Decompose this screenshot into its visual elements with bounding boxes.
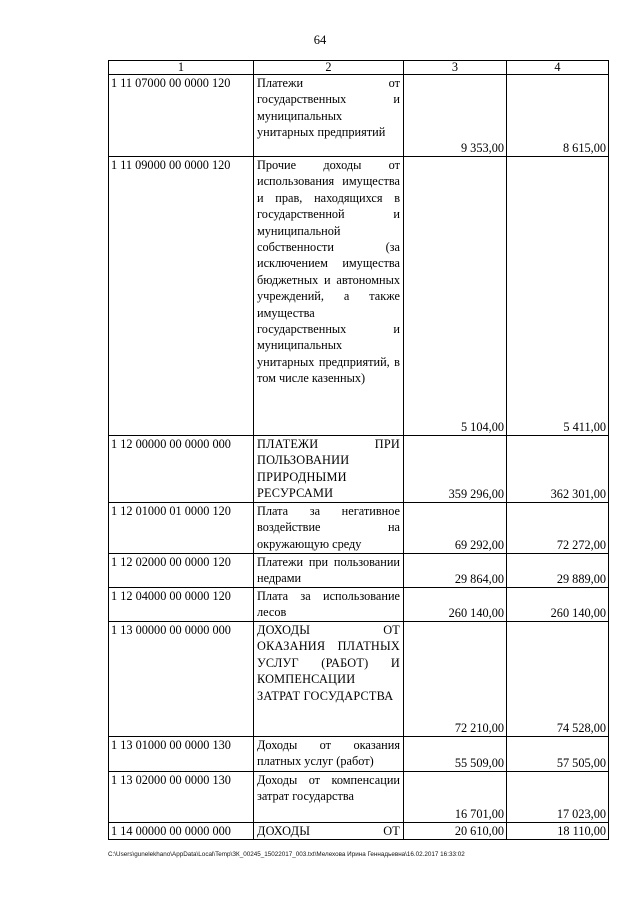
classification-code: 1 12 02000 00 0000 120 (109, 554, 254, 588)
revenue-name: Плата за негативное воздействие на окружающую среду (254, 503, 404, 554)
value-col3: 260 140,00 (404, 588, 507, 622)
table-row (109, 737, 609, 772)
classification-code: 1 12 04000 00 0000 120 (109, 588, 254, 622)
table-row (109, 75, 609, 157)
table-row (109, 157, 609, 436)
value-col4: 72 272,00 (507, 503, 609, 554)
revenue-name: Доходы от компенсации затрат государства (254, 772, 404, 823)
classification-code: 1 13 00000 00 0000 000 (109, 622, 254, 737)
revenue-name: Платежи при пользовании недрами (254, 554, 404, 588)
column-header-4: 4 (507, 61, 609, 75)
classification-code: 1 11 09000 00 0000 120 (109, 157, 254, 436)
table-row (109, 554, 609, 588)
classification-code: 1 12 00000 00 0000 000 (109, 436, 254, 503)
revenue-name: Доходы от оказания платных услуг (работ) (254, 737, 404, 772)
value-col4: 29 889,00 (507, 554, 609, 588)
column-header-1: 1 (109, 61, 254, 75)
table-row (109, 436, 609, 503)
classification-code: 1 13 02000 00 0000 130 (109, 772, 254, 823)
column-header-3: 3 (404, 61, 507, 75)
table-row (109, 588, 609, 622)
value-col4: 18 110,00 (507, 823, 609, 840)
classification-code: 1 14 00000 00 0000 000 (109, 823, 254, 840)
classification-code: 1 11 07000 00 0000 120 (109, 75, 254, 157)
table-row (109, 823, 609, 840)
value-col4: 8 615,00 (507, 75, 609, 157)
page-number: 64 (313, 33, 327, 47)
value-col3: 16 701,00 (404, 772, 507, 823)
revenue-name: ДОХОДЫ ОТ (254, 823, 404, 840)
revenue-name: ДОХОДЫ ОТ ОКАЗАНИЯ ПЛАТНЫХ УСЛУГ (РАБОТ) И КОМПЕНСАЦИИ ЗАТРАТ ГОСУДАРСТВА (254, 622, 404, 737)
revenue-name: ПЛАТЕЖИ ПРИ ПОЛЬЗОВАНИИ ПРИРОДНЫМИ РЕСУРСАМИ (254, 436, 404, 503)
file-path-footer: C:\Users\gunelekhano\AppData\Local\Temp\ЗК_00245_15022017_003.txt\Мелехова Ирина Геннадьевна\16.02.2017 16:33:02 (108, 851, 465, 858)
table-row (109, 503, 609, 554)
table-row (109, 772, 609, 823)
value-col4: 5 411,00 (507, 157, 609, 436)
value-col3: 72 210,00 (404, 622, 507, 737)
table-row (109, 622, 609, 737)
value-col3: 359 296,00 (404, 436, 507, 503)
value-col4: 17 023,00 (507, 772, 609, 823)
column-header-2: 2 (254, 61, 404, 75)
value-col3: 55 509,00 (404, 737, 507, 772)
value-col4: 260 140,00 (507, 588, 609, 622)
table-header-row (109, 61, 609, 75)
value-col3: 20 610,00 (404, 823, 507, 840)
revenue-name: Плата за использование лесов (254, 588, 404, 622)
value-col4: 74 528,00 (507, 622, 609, 737)
value-col3: 69 292,00 (404, 503, 507, 554)
classification-code: 1 13 01000 00 0000 130 (109, 737, 254, 772)
value-col3: 9 353,00 (404, 75, 507, 157)
value-col3: 29 864,00 (404, 554, 507, 588)
revenue-name: Прочие доходы от использования имущества и прав, находящихся в государственной и муниципальной собственности (за исключением имущества бюджетных и автономных учреждений, а также имущества государственных и муниципальных унитарных предприятий, в том числе казенных) (254, 157, 404, 436)
value-col4: 362 301,00 (507, 436, 609, 503)
revenue-table (108, 60, 609, 840)
revenue-name: Платежи от государственных и муниципальных унитарных предприятий (254, 75, 404, 157)
classification-code: 1 12 01000 01 0000 120 (109, 503, 254, 554)
value-col3: 5 104,00 (404, 157, 507, 436)
value-col4: 57 505,00 (507, 737, 609, 772)
